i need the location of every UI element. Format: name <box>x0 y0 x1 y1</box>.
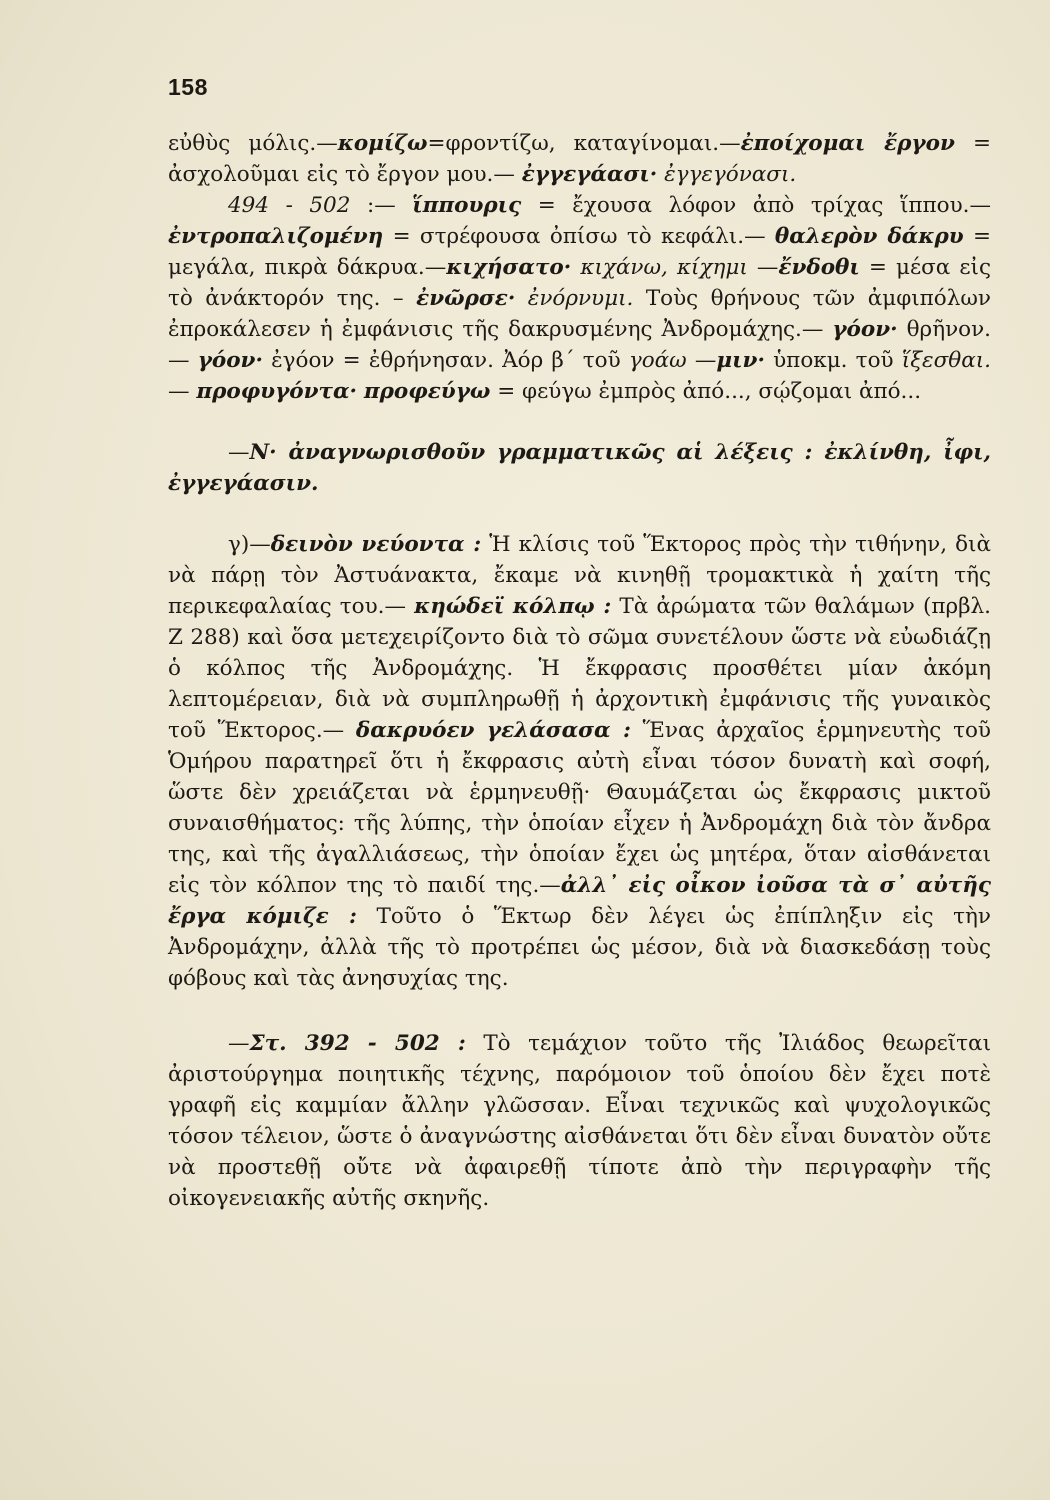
paragraph-verses-494-502 <box>168 190 991 407</box>
lemma: γόον· <box>197 348 263 373</box>
commentary-text <box>168 128 991 1214</box>
text <box>515 286 527 311</box>
text: Τὸ τεμάχιον τοῦτο τῆς Ἰλιάδος θεωρεῖται ἀριστούργημα ποιητικῆς τέχνης, παρόμοιον τοῦ ὁποίου δὲν ἔχει ποτὲ γραφῆ εἰς καμμίαν ἄλλην γλῶσσαν. Εἶναι τεχνικῶς καὶ ψυχολογικῶς τόσον τέλειον, ὥστε ὁ ἀναγνώστης αἰσθάνεται ὅτι δὲν εἶναι δυνατὸν οὔτε νὰ προστεθῇ οὔτε νὰ ἀφαιρεθῇ τίποτε ἀπὸ τὴν περιγραφὴν τῆς οἰκογενειακῆς αὐτῆς σκηνῆς. <box>168 1031 991 1211</box>
verse-reference: 494 - 502 <box>228 193 351 218</box>
exercise-prompt: Ν· ἀναγνωρισθοῦν γραμματικῶς αἱ λέξεις : ἐκλίνθη, ἶφι, ἐγγεγάασιν. <box>168 440 991 496</box>
page-number: 158 <box>168 74 208 100</box>
text: = ἔχουσα λόφον ἀπὸ τρίχας ἵππου.— <box>521 193 991 218</box>
lemma: κομίζω <box>337 131 428 156</box>
text: Τοὺς θρήνους τῶν ἀμφιπόλων ἐπροκάλεσεν ἡ ἐμφάνισις τῆς δακρυσμένης Ἀνδρομάχης.— <box>168 286 991 342</box>
lemma: ἵξεσθαι. <box>901 348 991 373</box>
text: — <box>747 255 779 280</box>
text: = μεγάλα, πικρὰ δάκρυα.— <box>168 224 991 280</box>
lemma: θαλερὸν δάκρυ <box>774 224 964 249</box>
lemma: ἐγγεγόνασι. <box>664 162 797 187</box>
text <box>571 255 580 280</box>
lemma: ἐνόρνυμι. <box>527 286 634 311</box>
text: — <box>686 348 717 373</box>
lemma: προφεύγω <box>363 379 491 404</box>
lemma: ἐποίχομαι ἔργον <box>740 131 955 156</box>
lemma: δακρυόεν γελάσασα : <box>355 718 631 743</box>
text <box>357 379 364 404</box>
lemma: ἐντροπαλιζομένη <box>168 224 384 249</box>
text: ὑποκμ. τοῦ <box>764 348 902 373</box>
paragraph-notes-continued <box>168 128 991 190</box>
text: Ἕνας ἀρχαῖος ἑρμηνευτὴς τοῦ Ὁμήρου παρατηρεῖ ὅτι ἡ ἔκφρασις αὐτὴ εἶναι τόσον δυνατὴ καὶ σοφή, ὥστε δὲν χρειάζεται νὰ ἑρμηνευθῇ· Θαυμάζεται ὡς ἔκφρασις μικτοῦ συναισθήματος: τῆς λύπης, τὴν ὁποίαν εἶχεν ἡ Ἀνδρομάχη διὰ τὸν ἄνδρα της, καὶ τῆς ἀγαλλιάσεως, τὴν ὁποίαν ἔχει ὡς μητέρα, ὅταν αἰσθάνεται εἰς τὸν κόλπον της τὸ παιδί της.— <box>168 718 991 898</box>
text: ἐγόον = ἐθρήνησαν. Ἀόρ β΄ τοῦ <box>262 348 629 373</box>
text: Τὰ ἀρώματα τῶν θαλάμων (πρβλ. Ζ 288) καὶ ὅσα μετεχειρίζοντο διὰ τὸ σῶμα συνετέλουν ὥστε νὰ εὐωδιάζῃ ὁ κόλπος τῆς Ἀνδρομάχης. Ἡ ἔκφρασις προσθέτει μίαν ἀκόμη λεπτομέρειαν, διὰ νὰ συμπληρωθῇ ἡ ἀρχοντικὴ ἐμφάνισις τῆς γυναικὸς τοῦ Ἕκτορος.— <box>168 594 991 743</box>
spacer <box>168 994 991 1028</box>
lemma: ἵππουρις <box>412 193 522 218</box>
lemma: προφυγόντα· <box>196 379 358 404</box>
paragraph-section-gamma <box>168 529 991 994</box>
text: — <box>168 379 197 404</box>
text: = μέσα εἰς τὸ ἀνάκτορόν της. – <box>168 255 992 311</box>
text: :— <box>350 193 413 218</box>
lemma: μιν· <box>716 348 765 373</box>
text: = φεύγω ἐμπρὸς ἀπό..., σῴζομαι ἀπό... <box>490 379 922 404</box>
text: — <box>228 1031 250 1056</box>
text: = ἀσχολοῦμαι εἰς τὸ ἔργον μου.— <box>168 131 991 187</box>
lemma: γοάω <box>628 348 687 373</box>
text: — <box>228 440 250 465</box>
lemma: κιχάνω, κίχημι <box>580 255 748 280</box>
text: = στρέφουσα ὀπίσω τὸ κεφάλι.— <box>383 224 775 249</box>
spacer <box>168 407 991 437</box>
spacer <box>168 499 991 529</box>
text: θρῆνον.— <box>168 317 991 373</box>
text: εὐθὺς μόλις.— <box>168 131 338 156</box>
paragraph-exercise <box>168 437 991 499</box>
lemma: κιχήσατο· <box>446 255 572 280</box>
text: γ)— <box>228 532 271 557</box>
lemma: ἐνῶρσε· <box>416 286 516 311</box>
text: Τοῦτο ὁ Ἕκτωρ δὲν λέγει ὡς ἐπίπληξιν εἰς τὴν Ἀνδρομάχην, ἀλλὰ τῆς τὸ προτρέπει ὡς μέσον, διὰ νὰ διασκεδάσῃ τοὺς φόβους καὶ τὰς ἀνησυχίας της. <box>168 904 991 991</box>
text: Ἡ κλίσις τοῦ Ἕκτορος πρὸς τὴν τιθήνην, διὰ νὰ πάρῃ τὸν Ἀστυάνακτα, ἔκαμε νὰ κινηθῇ τρομακτικὰ ἡ χαίτη τῆς περικεφαλαίας του.— <box>168 532 991 619</box>
lemma: γόον· <box>832 317 898 342</box>
lemma: ἐγγεγάασι· <box>521 162 658 187</box>
text: =φροντίζω, καταγίνομαι.— <box>427 131 741 156</box>
lemma: κηώδεϊ κόλπῳ : <box>414 594 612 619</box>
paragraph-verses-392-502 <box>168 1028 991 1214</box>
lemma: ἀλλ᾽ εἰς οἶκον ἰοῦσα τὰ σ᾽ αὐτῆς ἔργα κόμιζε : <box>168 873 991 929</box>
lemma: ἔνδοθι <box>778 255 860 280</box>
lemma: δεινὸν νεύοντα : <box>270 532 482 557</box>
verse-reference: Στ. 392 - 502 : <box>249 1031 466 1056</box>
